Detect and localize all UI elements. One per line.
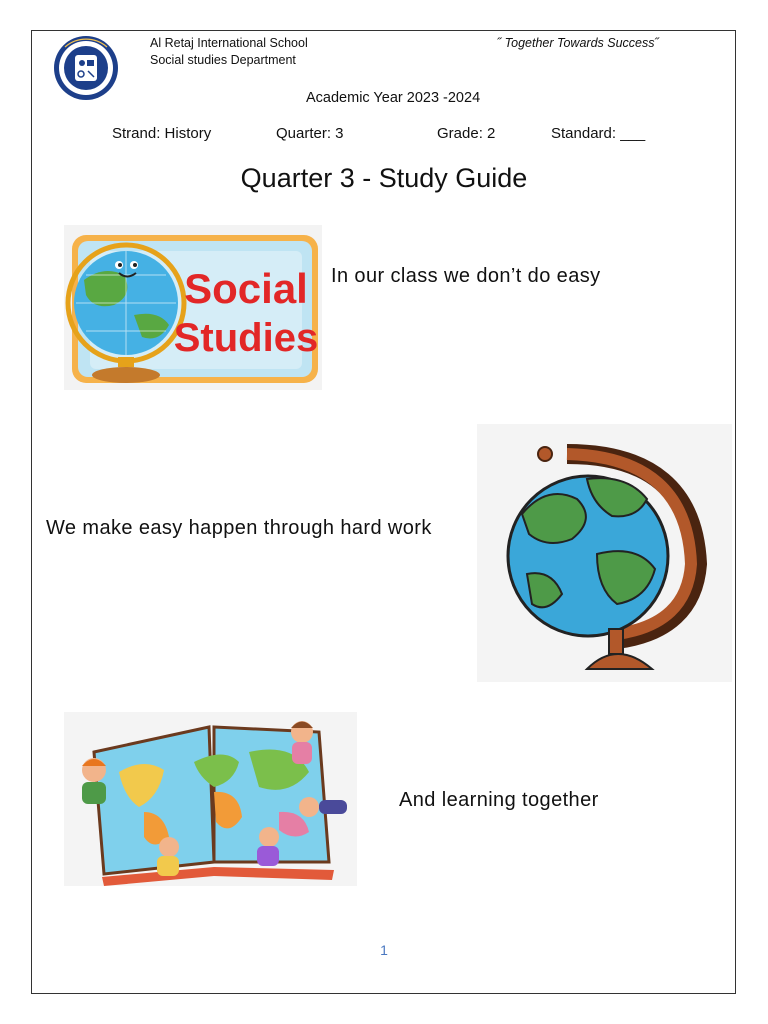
strand-label: Strand: History — [112, 125, 212, 142]
quarter-label: Quarter: 3 — [276, 125, 344, 142]
children-world-map-book-image — [64, 712, 357, 886]
banner-word-studies: Studies — [173, 316, 319, 360]
academic-year: Academic Year 2023 -2024 — [306, 90, 481, 106]
standard-label: Standard: ___ — [551, 125, 646, 142]
motto-line-3: And learning together — [399, 789, 599, 811]
school-name: Al Retaj International School — [150, 36, 308, 50]
school-logo — [45, 35, 127, 101]
globe-on-stand-image — [477, 424, 732, 682]
motto-line-1: In our class we don’t do easy — [331, 265, 601, 287]
page-number: 1 — [380, 942, 388, 958]
grade-label: Grade: 2 — [437, 125, 496, 142]
school-motto: ˝ Together Towards Success˝ — [497, 36, 659, 50]
page-title: Quarter 3 - Study Guide — [240, 163, 528, 193]
banner-word-social: Social — [184, 265, 308, 312]
motto-line-2: We make easy happen through hard work — [46, 517, 432, 539]
social-studies-banner-image — [64, 225, 322, 390]
department-name: Social studies Department — [150, 53, 296, 67]
